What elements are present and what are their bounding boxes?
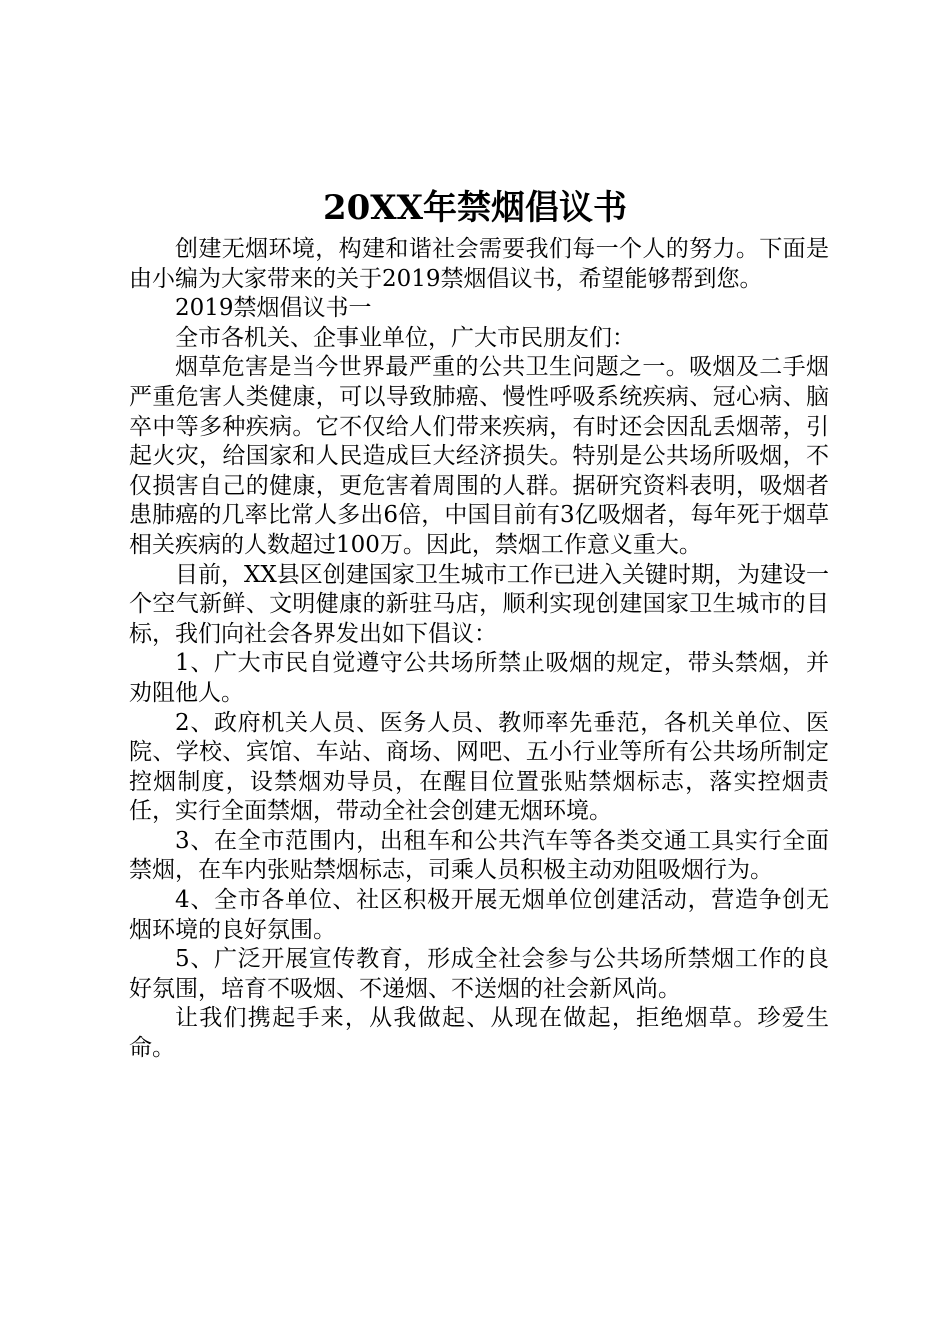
paragraph-closing: 让我们携起手来，从我做起、从现在做起，拒绝烟草。珍爱生命。	[129, 1005, 829, 1062]
paragraph-item-4: 4、全市各单位、社区积极开展无烟单位创建活动，营造争创无烟环境的良好氛围。	[129, 887, 829, 943]
paragraph-item-1: 1、广大市民自觉遵守公共场所禁止吸烟的规定，带头禁烟，并劝阻他人。	[129, 650, 829, 706]
paragraph-intro: 创建无烟环境，构建和谐社会需要我们每一个人的努力。下面是由小编为大家带来的关于2019禁烟倡议书，希望能够帮到您。	[129, 236, 829, 292]
document-title: 20XX年禁烟倡议书	[322, 188, 628, 228]
document-body	[129, 235, 829, 1064]
paragraph-item-3: 3、在全市范围内，出租车和公共汽车等各类交通工具实行全面禁烟，在车内张贴禁烟标志，司乘人员积极主动劝阻吸烟行为。	[129, 827, 829, 884]
paragraph-current-situation: 目前，XX县区创建国家卫生城市工作已进入关键时期，为建设一个空气新鲜、文明健康的新驻马店，顺利实现创建国家卫生城市的目标，我们向社会各界发出如下倡议：	[129, 561, 829, 647]
paragraph-salutation: 全市各机关、企事业单位，广大市民朋友们：	[175, 324, 635, 351]
paragraph-item-5: 5、广泛开展宣传教育，形成全社会参与公共场所禁烟工作的良好氛围，培育不吸烟、不递烟、不送烟的社会新风尚。	[129, 946, 829, 1002]
paragraph-tobacco-harm: 烟草危害是当今世界最严重的公共卫生问题之一。吸烟及二手烟严重危害人类健康，可以导致肺癌、慢性呼吸系统疾病、冠心病、脑卒中等多种疾病。它不仅给人们带来疾病，有时还会因乱丢烟蒂，引起火灾，给国家和人民造成巨大经济损失。特别是公共场所吸烟，不仅损害自己的健康，更危害着周围的人群。据研究资料表明，吸烟者患肺癌的几率比常人多出6倍，中国目前有3亿吸烟者，每年死于烟草相关疾病的人数超过100万。因此，禁烟工作意义重大。	[129, 354, 829, 558]
paragraph-item-2: 2、政府机关人员、医务人员、教师率先垂范，各机关单位、医院、学校、宾馆、车站、商场、网吧、五小行业等所有公共场所制定控烟制度，设禁烟劝导员，在醒目位置张贴禁烟标志，落实控烟责任，实行全面禁烟，带动全社会创建无烟环境。	[129, 709, 829, 825]
paragraph-section-heading: 2019禁烟倡议书一	[175, 295, 372, 322]
